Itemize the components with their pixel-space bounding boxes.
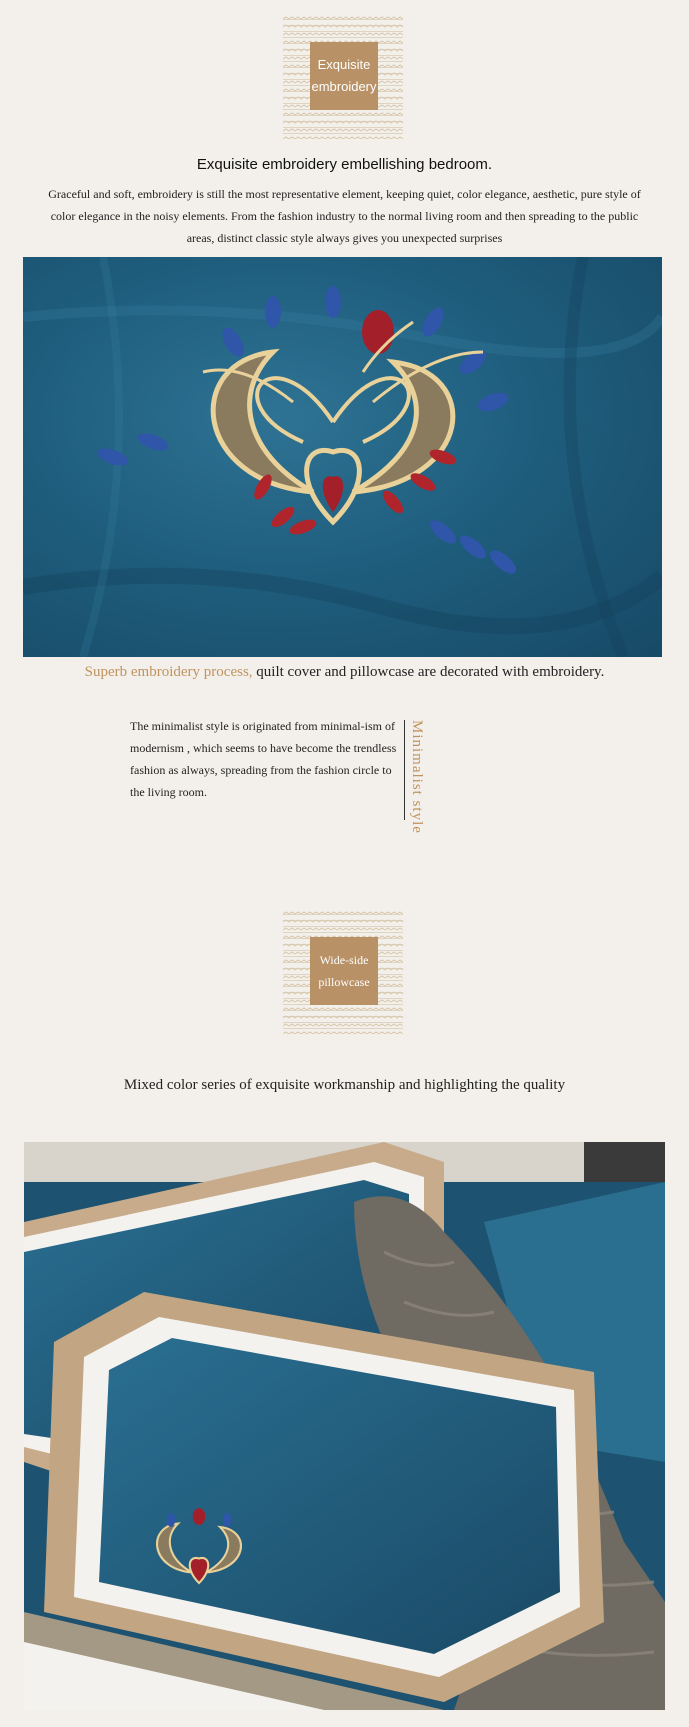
badge-line-2: embroidery (311, 79, 377, 94)
intro-paragraph: Graceful and soft, embroidery is still the most representative element, keeping quiet, color elegance, aesthetic, pure style of color elegance in the noisy elements. From the fashion industry to the normal living room and then spreading to the public areas, distinct classic style always gives you unexpected surprises (48, 187, 641, 245)
badge-line-2: pillowcase (318, 975, 370, 989)
wide-side-pillowcase-badge (310, 937, 378, 1005)
section-subhead: Mixed color series of exquisite workmanship and highlighting the quality (123, 1077, 566, 1093)
pillowcase-photo (24, 1142, 665, 1710)
badge-line-1: Wide-side (319, 953, 369, 967)
badge-line-1: Exquisite (317, 57, 371, 72)
embroidery-photo (23, 257, 662, 657)
wide-side-pillowcase-badge-frame (283, 910, 403, 1034)
exquisite-embroidery-badge (310, 42, 378, 110)
divider-line (404, 720, 405, 820)
minimalist-paragraph: The minimalist style is originated from minimal-ism of modernism , which seems to have become the trendless fashion as always, spreading from the fashion circle to the living room. (130, 719, 397, 799)
minimalist-label: Minimalist style (409, 720, 425, 834)
section-headline: Exquisite embroidery embellishing bedroom. (196, 156, 493, 173)
caption-rest: quilt cover and pillowcase are decorated with embroidery. (252, 664, 605, 680)
exquisite-embroidery-badge-frame (283, 15, 403, 139)
embroidery-caption (0, 664, 689, 681)
caption-accent: Superb embroidery process, (84, 664, 253, 680)
